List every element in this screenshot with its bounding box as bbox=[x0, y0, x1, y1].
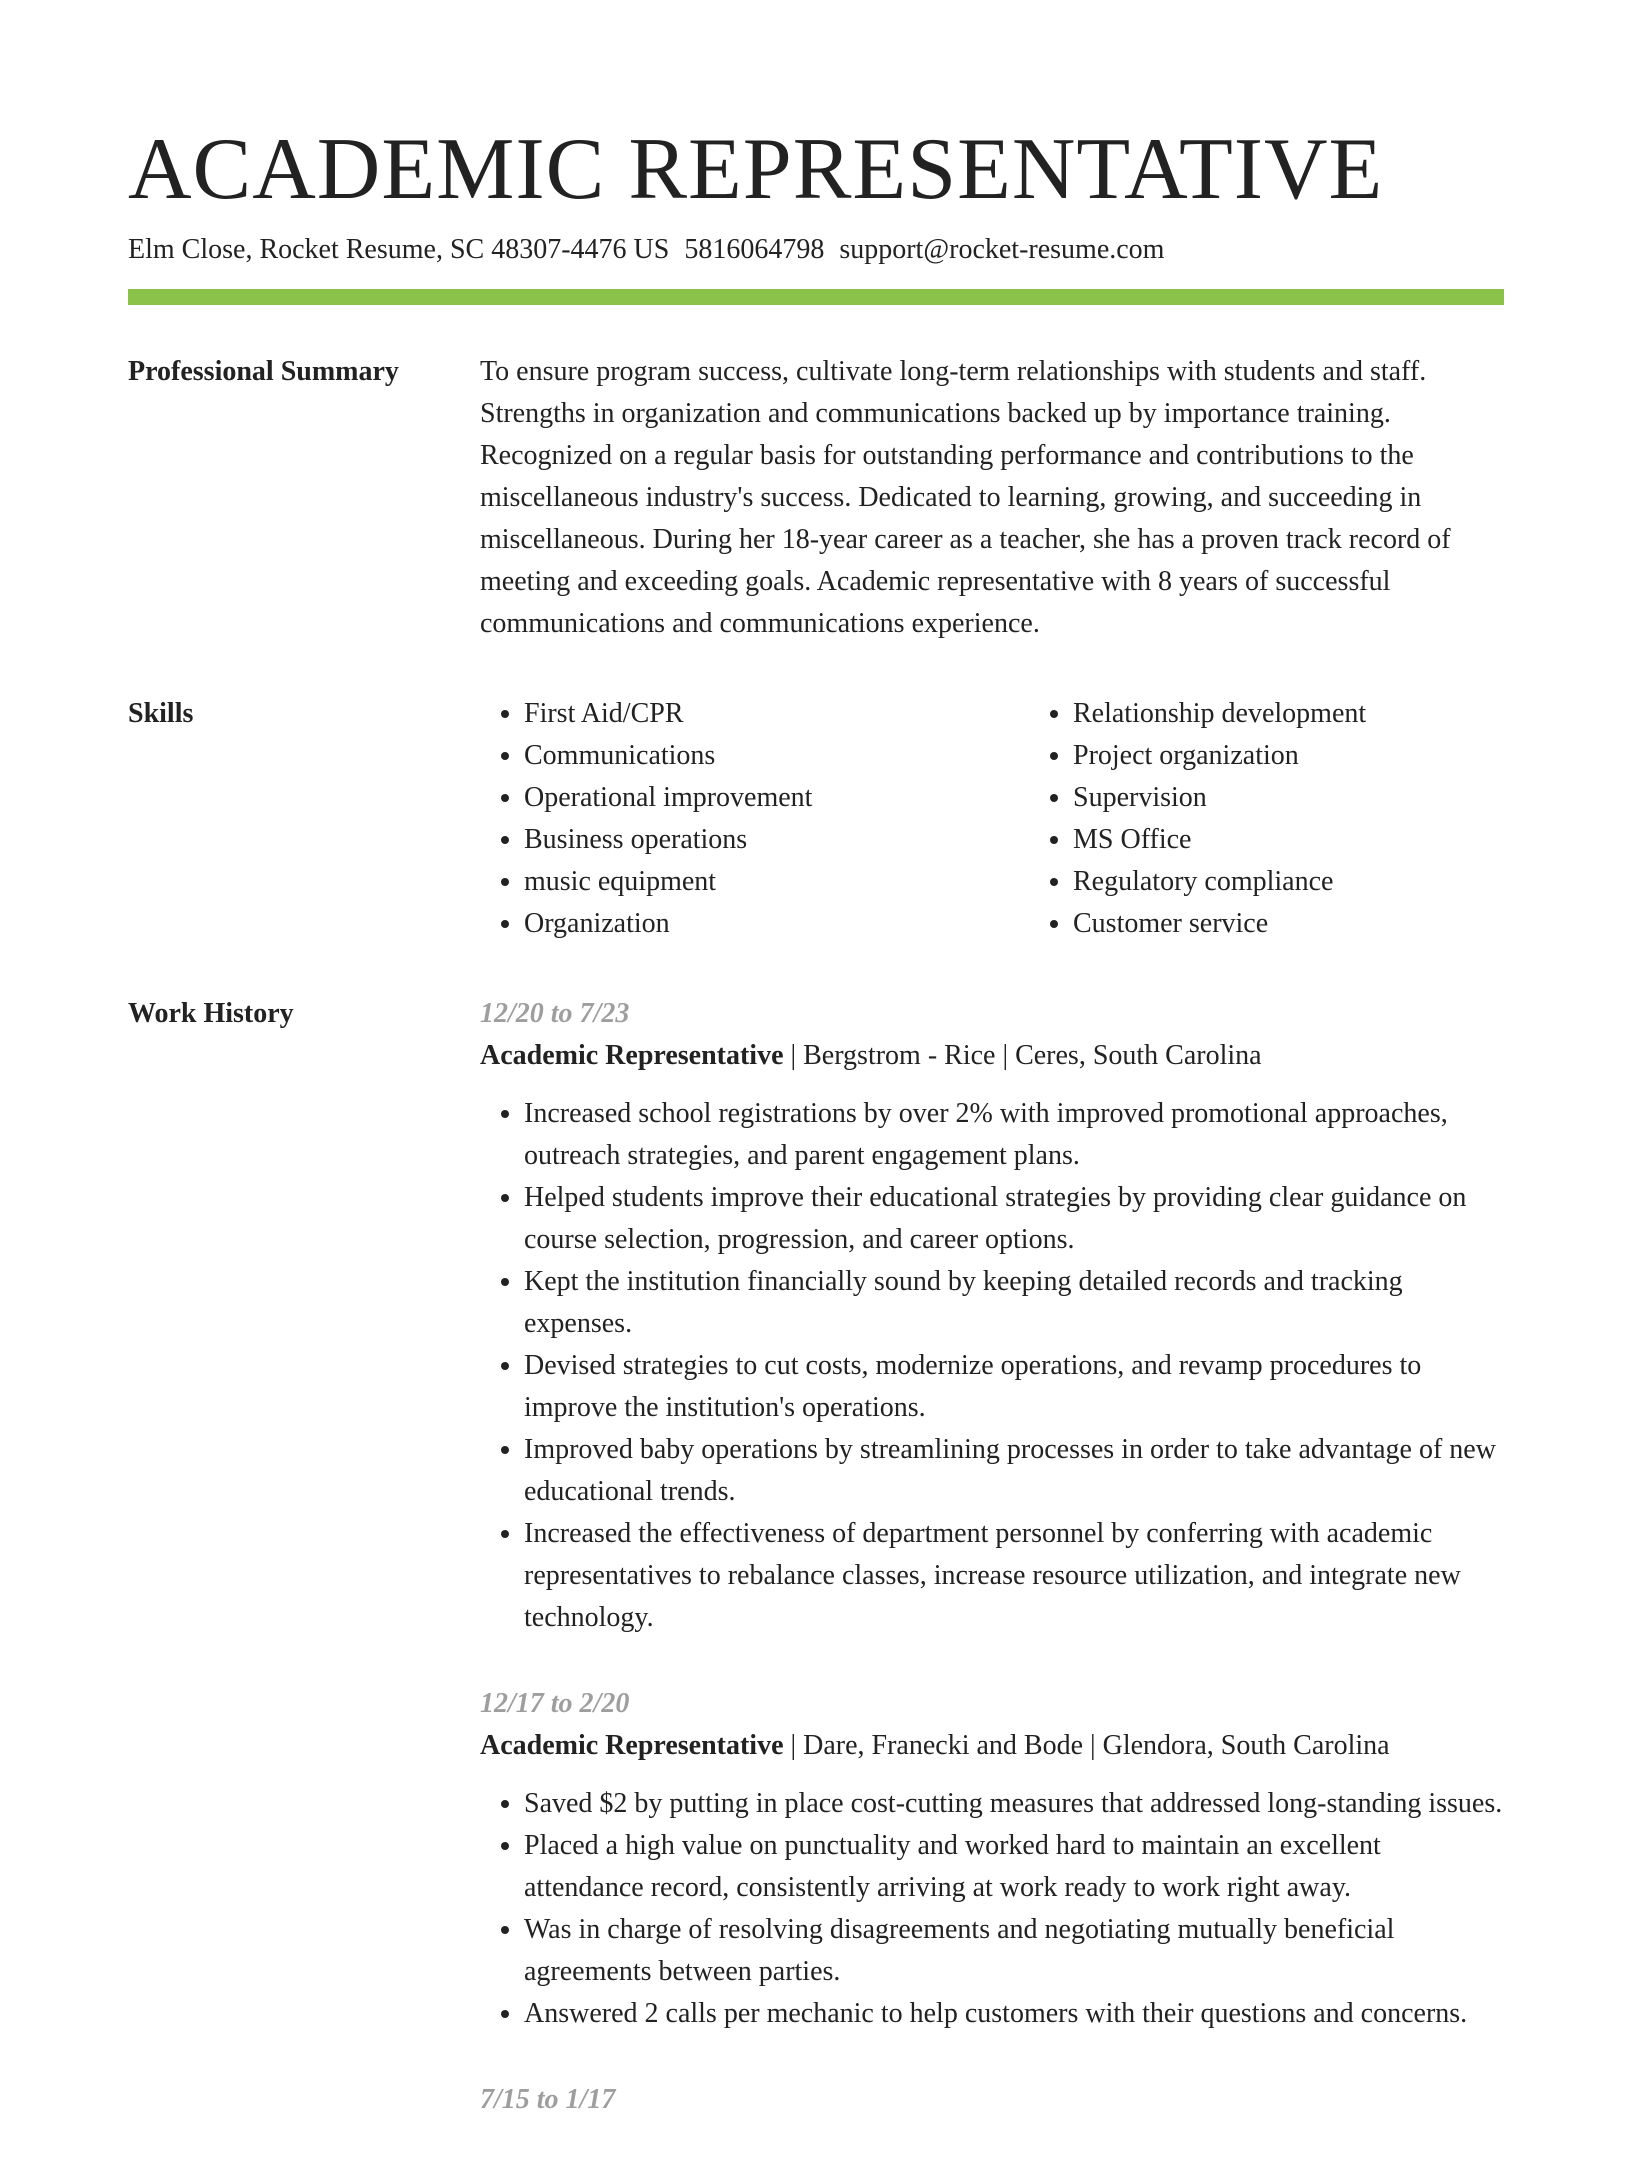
job-bullet: • Kept the institution financially sound by keeping detailed records and tracking expenses. bbox=[524, 1261, 1504, 1345]
job-bullet: • Saved $2 by putting in place cost-cutting measures that addressed long-standing issues. bbox=[524, 1783, 1504, 1825]
job-title-line bbox=[480, 1725, 1504, 1767]
skill-item: • Organization bbox=[524, 903, 984, 945]
job-company: Dare, Franecki and Bode bbox=[803, 1730, 1084, 1761]
job-entry bbox=[480, 1683, 1504, 2035]
job-title-line bbox=[480, 1035, 1504, 1077]
job-bullet: • Increased school registrations by over 2% with improved promotional approaches, outreach strategies, and parent engagement plans. bbox=[524, 1093, 1504, 1177]
contact-address: Elm Close, Rocket Resume, SC 48307-4476 US bbox=[128, 234, 670, 265]
job-separator: | bbox=[790, 1730, 797, 1761]
job-bullet: • Was in charge of resolving disagreements and negotiating mutually beneficial agreements between parties. bbox=[524, 1909, 1504, 1993]
job-title: Academic Representative bbox=[480, 1730, 784, 1761]
job-bullet: • Placed a high value on punctuality and worked hard to maintain an excellent attendance record, consistently arriving at work ready to work right away. bbox=[524, 1825, 1504, 1909]
resume-name: ACADEMIC REPRESENTATIVE bbox=[128, 121, 1384, 218]
resume-page bbox=[128, 120, 1504, 2165]
job-bullet: • Improved baby operations by streamlining processes in order to take advantage of new educational trends. bbox=[524, 1429, 1504, 1513]
job-bullet: • Answered 2 calls per mechanic to help customers with their questions and concerns. bbox=[524, 1993, 1504, 2035]
job-title: Academic Representative bbox=[480, 1040, 784, 1071]
job-entry bbox=[480, 993, 1504, 1639]
job-entry bbox=[480, 2079, 1504, 2121]
job-location: Ceres, South Carolina bbox=[1015, 1040, 1262, 1071]
skills-list-left bbox=[480, 693, 984, 945]
job-separator: | bbox=[1090, 1730, 1096, 1761]
skill-item: • First Aid/CPR bbox=[524, 693, 984, 735]
skill-item: • Business operations bbox=[524, 819, 984, 861]
skills-section bbox=[128, 693, 1504, 945]
summary-section bbox=[128, 351, 1504, 645]
skill-item: • music equipment bbox=[524, 861, 984, 903]
job-bullet: • Helped students improve their educational strategies by providing clear guidance on course selection, progression, and career options. bbox=[524, 1177, 1504, 1261]
job-location: Glendora, South Carolina bbox=[1102, 1730, 1390, 1761]
job-dates: 12/17 to 2/20 bbox=[480, 1688, 630, 1719]
skill-item: • Regulatory compliance bbox=[1073, 861, 1533, 903]
work-history-heading: Work History bbox=[128, 998, 294, 1029]
job-dates: 7/15 to 1/17 bbox=[480, 2084, 616, 2115]
skill-item: • Relationship development bbox=[1073, 693, 1533, 735]
summary-text: To ensure program success, cultivate long-term relationships with students and staff. Strengths in organization and communications backed up by importance training. Recognized on a regular basis for outstanding performance and contributions to the miscellaneous industry's success. Dedicated to learning, growing, and succeeding in miscellaneous. During her 18-year career as a teacher, she has a proven track record of meeting and exceeding goals. Academic representative with 8 years of successful communications and communications experience. bbox=[480, 356, 1451, 639]
header-divider bbox=[128, 289, 1504, 305]
job-bullet: • Devised strategies to cut costs, modernize operations, and revamp procedures to improve the institution's operations. bbox=[524, 1345, 1504, 1429]
job-bullets bbox=[480, 1093, 1504, 1639]
skill-item: • Customer service bbox=[1073, 903, 1533, 945]
skills-list-right bbox=[1029, 693, 1533, 945]
job-dates: 12/20 to 7/23 bbox=[480, 998, 630, 1029]
contact-line bbox=[128, 232, 1504, 268]
job-separator: | bbox=[1002, 1040, 1009, 1071]
skill-item: • Communications bbox=[524, 735, 984, 777]
work-history-section bbox=[128, 993, 1504, 2165]
skill-item: • Project organization bbox=[1073, 735, 1533, 777]
skill-item: • Operational improvement bbox=[524, 777, 984, 819]
job-bullet: • Increased the effectiveness of department personnel by conferring with academic representatives to rebalance classes, increase resource utilization, and integrate new technology. bbox=[524, 1513, 1504, 1639]
summary-heading: Professional Summary bbox=[128, 356, 399, 387]
skill-item: • Supervision bbox=[1073, 777, 1533, 819]
skill-item: • MS Office bbox=[1073, 819, 1533, 861]
job-company: Bergstrom - Rice bbox=[803, 1040, 996, 1071]
job-bullets bbox=[480, 1783, 1504, 2035]
contact-email: support@rocket-resume.com bbox=[839, 234, 1165, 265]
skills-heading: Skills bbox=[128, 698, 194, 729]
job-separator: | bbox=[790, 1040, 797, 1071]
contact-phone: 5816064798 bbox=[684, 234, 825, 265]
